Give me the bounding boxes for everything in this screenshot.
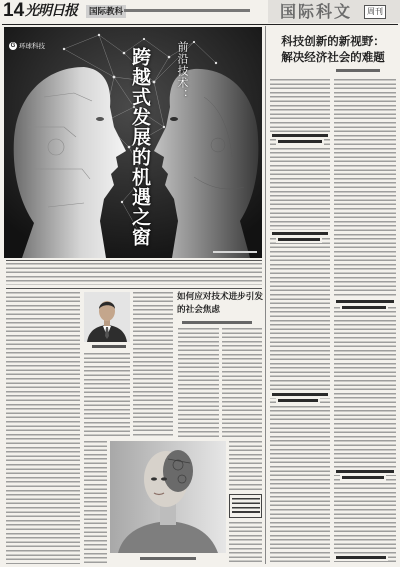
middle-article-title-line-1: 如何应对技术进步引发 <box>177 292 263 302</box>
header-rule <box>2 24 398 25</box>
right-article-subheading <box>342 476 384 479</box>
page-number: 14 <box>3 0 25 21</box>
issue-date-line <box>124 9 250 12</box>
author-portrait-caption <box>92 345 126 348</box>
column-divider <box>265 26 266 564</box>
feature-intro-text <box>6 263 262 285</box>
right-article-body-column-2 <box>334 79 396 564</box>
humanoid-robot-illustration <box>110 441 226 553</box>
right-article-title-line-1: 科技创新的新视野： <box>281 34 385 48</box>
right-article-author-note <box>336 556 386 559</box>
middle-article-title-line-2: 的社会焦虑 <box>177 305 220 315</box>
weekly-tag: 周刊 <box>364 5 386 19</box>
middle-article-author-note-text <box>232 498 260 515</box>
brand-label <box>9 42 45 50</box>
feature-kicker: 前沿技术： <box>176 41 189 101</box>
newspaper-masthead-logo: 光明日报 <box>25 3 77 19</box>
right-article-subheading <box>272 232 328 235</box>
author-portrait <box>84 292 130 342</box>
left-article-body-column-2-lower <box>84 441 107 564</box>
right-article-body-column-1 <box>270 79 330 564</box>
right-article-subheading <box>336 300 394 303</box>
middle-article-body-column-2 <box>222 328 262 437</box>
right-article-subheading <box>278 140 322 143</box>
intro-rule-top <box>6 260 262 261</box>
middle-article-body-column-2-end <box>229 522 262 564</box>
feature-photo-robot-faces <box>4 27 262 258</box>
section-tag: 国际教科 <box>86 5 126 18</box>
author-portrait-photo <box>84 292 130 342</box>
left-article-body-column-3 <box>133 292 173 437</box>
photo-credit <box>213 251 257 254</box>
right-article-subheading <box>342 306 386 309</box>
middle-article-body-column-1 <box>178 328 219 437</box>
middle-article-byline <box>182 321 252 324</box>
middle-article-body-column-2-lower <box>229 441 262 490</box>
robot-photo-caption <box>140 557 196 560</box>
feature-title: 跨越式发展的机遇之窗 <box>129 47 151 247</box>
left-article-body-column-2 <box>84 353 130 437</box>
weekly-title: 国际科文 <box>280 2 353 21</box>
humanoid-robot-photo <box>110 441 226 553</box>
middle-article-author-note-box <box>229 494 262 518</box>
right-article-byline <box>336 69 380 72</box>
right-article-subheading <box>278 238 320 241</box>
right-article-subheading <box>336 470 394 473</box>
brand-logo-icon: G <box>10 43 16 49</box>
right-article-title-line-2: 解决经济社会的难题 <box>281 50 385 64</box>
brand-label-text: 环球科技 <box>19 42 45 50</box>
left-article-body-column-1 <box>6 292 80 564</box>
right-article-subheading <box>272 134 328 137</box>
right-article-subheading <box>278 399 318 402</box>
intro-rule-bottom <box>6 288 262 289</box>
right-article-subheading <box>272 393 328 396</box>
